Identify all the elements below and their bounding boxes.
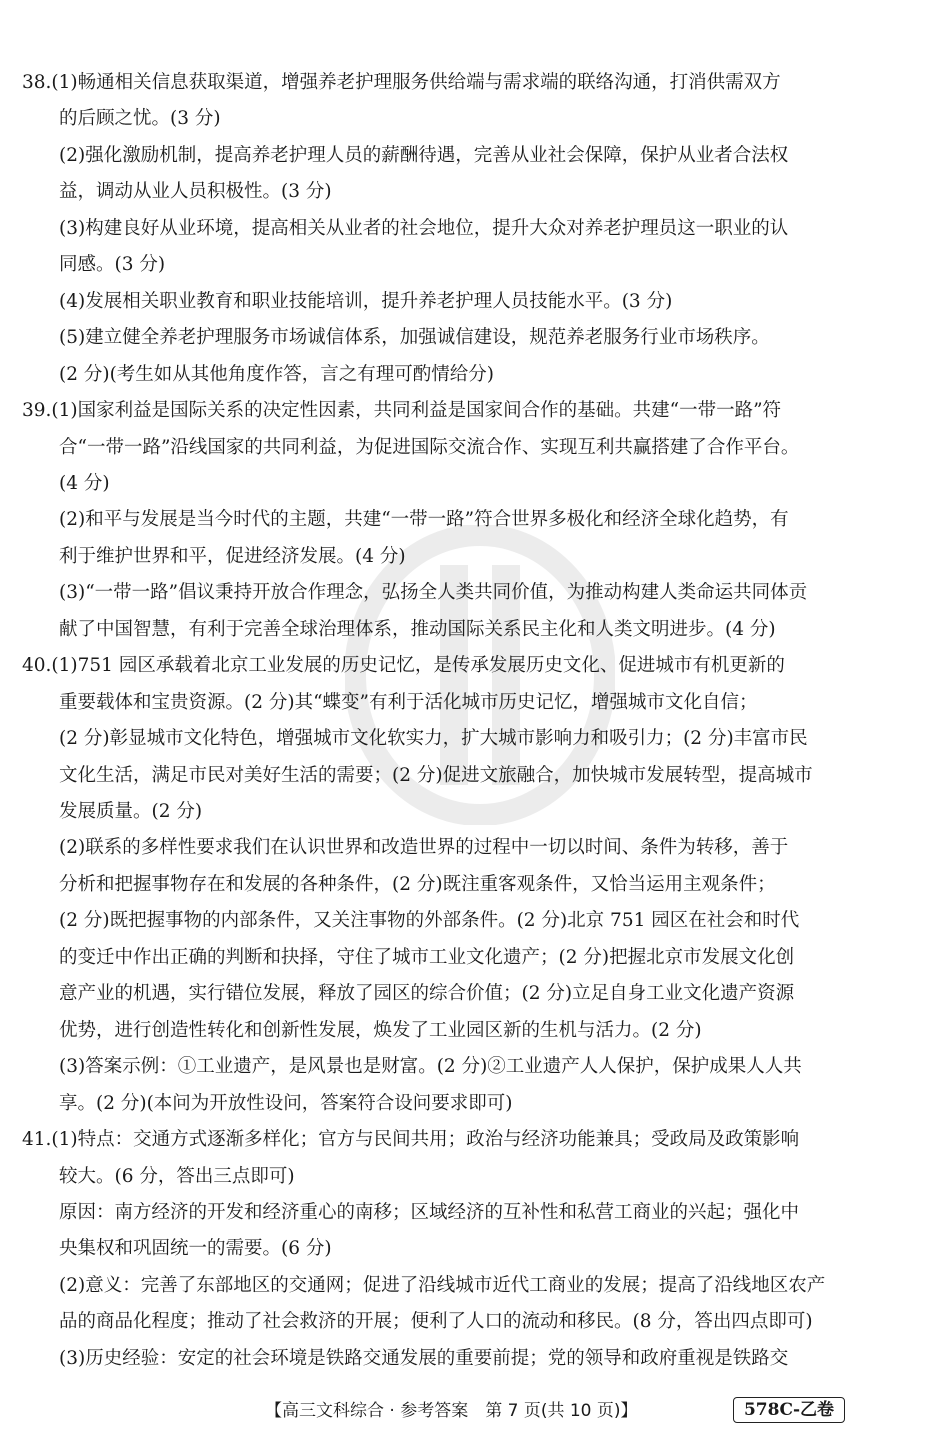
text-line: 的变迁中作出正确的判断和抉择，守住了城市工业文化遗产；(2 分)把握北京市发展文化创 bbox=[59, 946, 795, 968]
page-footer bbox=[0, 1397, 933, 1427]
text-line: 40.(1)751 园区承载着北京工业发展的历史记忆，是传承发展历史文化、促进城市有机更新的 bbox=[22, 655, 785, 677]
text-line: (3)“一带一路”倡议秉持开放合作理念，弘扬全人类共同价值，为推动构建人类命运共同体贡 bbox=[59, 582, 808, 604]
text-line: 41.(1)特点：交通方式逐渐多样化；官方与民间共用；政治与经济功能兼具；受政局及政策影响 bbox=[22, 1129, 800, 1151]
text-line: 较大。(6 分，答出三点即可) bbox=[59, 1165, 295, 1187]
text-line: 重要载体和宝贵资源。(2 分)其“蝶变”有利于活化城市历史记忆，增强城市文化自信； bbox=[59, 691, 758, 713]
text-line: 意产业的机遇，实行错位发展，释放了园区的综合价值；(2 分)立足自身工业文化遗产资源 bbox=[59, 983, 795, 1005]
text-line: 央集权和巩固统一的需要。(6 分) bbox=[59, 1238, 332, 1260]
text-line: 39.(1)国家利益是国际关系的决定性因素，共同利益是国家间合作的基础。共建“一带一路”符 bbox=[22, 400, 782, 422]
text-line: 享。(2 分)(本问为开放性设问，答案符合设问要求即可) bbox=[59, 1092, 513, 1114]
text-line: (4 分) bbox=[59, 472, 110, 494]
text-line: (5)建立健全养老护理服务市场诚信体系，加强诚信建设，规范养老服务行业市场秩序。 bbox=[59, 327, 770, 349]
text-line: 益，调动从业人员积极性。(3 分) bbox=[59, 181, 332, 203]
text-line: 品的商品化程度；推动了社会救济的开展；便利了人口的流动和移民。(8 分，答出四点即可) bbox=[59, 1311, 813, 1333]
text-line: 合“一带一路”沿线国家的共同利益，为促进国际交流合作、实现互利共赢搭建了合作平台。 bbox=[59, 436, 800, 458]
text-line: 利于维护世界和平，促进经济发展。(4 分) bbox=[59, 545, 406, 567]
text-line: (2 分)既把握事物的内部条件，又关注事物的外部条件。(2 分)北京 751 园区在社会和时代 bbox=[59, 910, 800, 932]
exam-code-badge: 578C-乙卷 bbox=[733, 1397, 845, 1423]
text-line: (2)意义：完善了东部地区的交通网；促进了沿线城市近代工商业的发展；提高了沿线地区农产 bbox=[59, 1274, 826, 1296]
text-line: (4)发展相关职业教育和职业技能培训，提升养老护理人员技能水平。(3 分) bbox=[59, 290, 673, 312]
text-line: 38.(1)畅通相关信息获取渠道，增强养老护理服务供给端与需求端的联络沟通，打消供需双方 bbox=[22, 72, 781, 93]
text-line: 优势，进行创造性转化和创新性发展，焕发了工业园区新的生机与活力。(2 分) bbox=[59, 1019, 702, 1041]
text-line: 原因：南方经济的开发和经济重心的南移；区域经济的互补性和私营工商业的兴起；强化中 bbox=[59, 1201, 800, 1223]
text-line: (2 分)彰显城市文化特色，增强城市文化软实力，扩大城市影响力和吸引力；(2 分)丰富市民 bbox=[59, 728, 808, 750]
text-line: 分析和把握事物存在和发展的各种条件，(2 分)既注重客观条件，又恰当运用主观条件； bbox=[59, 873, 776, 895]
text-line: 的后顾之忧。(3 分) bbox=[59, 108, 221, 130]
text-line: (2)强化激励机制，提高养老护理人员的薪酬待遇，完善从业社会保障，保护从业者合法权 bbox=[59, 144, 789, 166]
text-line: 献了中国智慧，有利于完善全球治理体系，推动国际关系民主化和人类文明进步。(4 分) bbox=[59, 618, 776, 640]
footer-label: 【高三文科综合 · 参考答案 第 7 页(共 10 页)】 bbox=[265, 1401, 638, 1421]
text-line: (3)答案示例：①工业遗产，是风景也是财富。(2 分)②工业遗产人人保护，保护成果人人共 bbox=[59, 1056, 802, 1078]
text-line: 文化生活，满足市民对美好生活的需要；(2 分)促进文旅融合，加快城市发展转型，提高城市 bbox=[59, 764, 813, 786]
text-line: (3)构建良好从业环境，提高相关从业者的社会地位，提升大众对养老护理员这一职业的认 bbox=[59, 217, 789, 239]
text-line: (2)和平与发展是当今时代的主题，共建“一带一路”符合世界多极化和经济全球化趋势，有 bbox=[59, 509, 789, 531]
text-line: 同感。(3 分) bbox=[59, 254, 166, 276]
text-line: 发展质量。(2 分) bbox=[59, 801, 203, 822]
text-line: (2 分)(考生如从其他角度作答，言之有理可酌情给分) bbox=[59, 363, 495, 385]
text-line: (2)联系的多样性要求我们在认识世界和改造世界的过程中一切以时间、条件为转移，善于 bbox=[59, 837, 789, 859]
text-line: (3)历史经验：安定的社会环境是铁路交通发展的重要前提；党的领导和政府重视是铁路交 bbox=[59, 1347, 789, 1369]
